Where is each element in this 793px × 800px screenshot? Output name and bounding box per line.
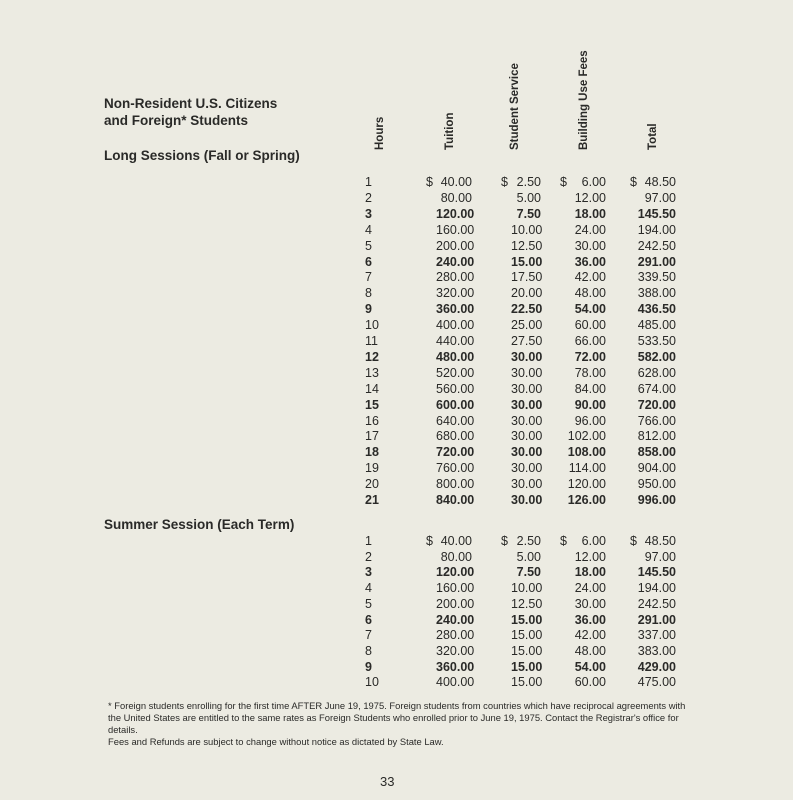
building-use-cell: 36.00 — [574, 612, 606, 627]
table-row — [340, 612, 685, 628]
table-row — [340, 580, 685, 596]
building-use-cell: 30.00 — [574, 596, 606, 611]
table-row — [340, 674, 685, 690]
table-row — [340, 659, 685, 675]
building-use-cell: 90.00 — [574, 397, 606, 412]
tuition-cell: 40.00 — [440, 534, 472, 548]
section-title-long-sessions: Long Sessions (Fall or Spring) — [104, 148, 300, 163]
total-cell: 194.00 — [637, 222, 676, 237]
student-service-cell: 30.00 — [511, 429, 543, 444]
total-cell: 950.00 — [637, 477, 676, 492]
building-use-cell: 42.00 — [574, 270, 606, 285]
student-service-cell: 30.00 — [511, 461, 543, 476]
building-use-cell: 36.00 — [574, 254, 606, 269]
hours-cell: 4 — [365, 222, 372, 237]
tuition-cell: 280.00 — [436, 628, 475, 643]
student-service-cell: 5.00 — [516, 549, 541, 564]
hours-cell: 21 — [365, 493, 379, 507]
column-header-student-service: Student Service — [509, 63, 521, 150]
building-use-cell: 54.00 — [574, 302, 606, 317]
student-service-cell: 15.00 — [511, 254, 543, 269]
student-service-cell: 22.50 — [511, 302, 543, 317]
hours-cell: 2 — [365, 190, 372, 205]
currency-symbol: $ — [560, 175, 567, 189]
student-service-cell: 30.00 — [511, 381, 543, 396]
hours-cell: 8 — [365, 286, 372, 301]
student-service-cell: 5.00 — [516, 190, 541, 205]
table-row — [340, 460, 685, 476]
hours-cell: 20 — [365, 477, 379, 492]
student-service-cell: 12.50 — [511, 596, 543, 611]
hours-cell: 5 — [365, 596, 372, 611]
column-header-total: Total — [647, 123, 659, 150]
hours-cell: 6 — [365, 612, 372, 627]
tuition-cell: 200.00 — [436, 596, 475, 611]
tuition-cell: 800.00 — [436, 477, 475, 492]
heading-line-1: Non-Resident U.S. Citizens — [104, 96, 278, 111]
page-heading — [104, 95, 277, 129]
total-cell: 766.00 — [637, 413, 676, 428]
student-service-cell: 17.50 — [511, 270, 543, 285]
total-cell: 383.00 — [637, 643, 676, 658]
tuition-cell: 480.00 — [436, 349, 475, 364]
hours-cell: 1 — [365, 175, 372, 189]
total-cell: 242.50 — [637, 238, 676, 253]
student-service-cell: 30.00 — [511, 349, 543, 364]
building-use-cell: 78.00 — [574, 365, 606, 380]
table-row — [340, 190, 685, 206]
building-use-cell: 24.00 — [574, 222, 606, 237]
student-service-cell: 27.50 — [511, 334, 543, 348]
tuition-cell: 160.00 — [436, 581, 475, 596]
table-row — [340, 564, 685, 580]
building-use-cell: 18.00 — [574, 206, 606, 221]
total-cell: 533.50 — [637, 334, 676, 348]
student-service-cell: 30.00 — [511, 445, 543, 460]
currency-symbol: $ — [426, 175, 433, 189]
student-service-cell: 30.00 — [511, 397, 543, 412]
total-cell: 436.50 — [637, 302, 676, 317]
tuition-cell: 80.00 — [440, 190, 472, 205]
column-header-tuition: Tuition — [444, 112, 456, 150]
tuition-cell: 440.00 — [436, 334, 475, 348]
hours-cell: 14 — [365, 381, 379, 396]
table-row — [340, 254, 685, 270]
table-row — [340, 596, 685, 612]
currency-symbol: $ — [501, 534, 508, 548]
total-cell: 291.00 — [637, 254, 676, 269]
table-row — [340, 238, 685, 254]
table-row — [340, 627, 685, 643]
tuition-cell: 200.00 — [436, 238, 475, 253]
hours-cell: 17 — [365, 429, 379, 444]
table-row — [340, 549, 685, 565]
currency-symbol: $ — [560, 534, 567, 548]
total-cell: 996.00 — [637, 493, 676, 507]
building-use-cell: 60.00 — [574, 675, 606, 690]
page-number: 33 — [380, 774, 395, 789]
total-cell: 582.00 — [637, 349, 676, 364]
hours-cell: 1 — [365, 534, 372, 548]
table-row — [340, 428, 685, 444]
currency-symbol: $ — [501, 175, 508, 189]
student-service-cell: 10.00 — [511, 581, 543, 596]
table-row — [340, 413, 685, 429]
building-use-cell: 102.00 — [567, 429, 606, 444]
table-row — [340, 349, 685, 365]
total-cell: 858.00 — [637, 445, 676, 460]
currency-symbol: $ — [630, 175, 637, 189]
hours-cell: 13 — [365, 365, 379, 380]
tuition-cell: 760.00 — [436, 461, 475, 476]
tuition-cell: 120.00 — [436, 565, 475, 580]
total-cell: 242.50 — [637, 596, 676, 611]
hours-cell: 3 — [365, 206, 372, 221]
tuition-cell: 360.00 — [436, 659, 475, 674]
total-cell: 485.00 — [637, 318, 676, 333]
table-row — [340, 206, 685, 222]
tuition-cell: 520.00 — [436, 365, 475, 380]
building-use-cell: 54.00 — [574, 659, 606, 674]
total-cell: 97.00 — [644, 549, 676, 564]
hours-cell: 8 — [365, 643, 372, 658]
tuition-cell: 280.00 — [436, 270, 475, 285]
hours-cell: 5 — [365, 238, 372, 253]
tuition-cell: 80.00 — [440, 549, 472, 564]
student-service-cell: 2.50 — [516, 534, 541, 548]
student-service-cell: 15.00 — [511, 628, 543, 643]
student-service-cell: 25.00 — [511, 318, 543, 333]
total-cell: 628.00 — [637, 365, 676, 380]
total-cell: 145.50 — [637, 206, 676, 221]
total-cell: 339.50 — [637, 270, 676, 285]
table-row — [340, 492, 685, 508]
student-service-cell: 10.00 — [511, 222, 543, 237]
building-use-cell: 84.00 — [574, 381, 606, 396]
building-use-cell: 42.00 — [574, 628, 606, 643]
hours-cell: 11 — [365, 334, 378, 348]
footnote-text: * Foreign students enrolling for the first time AFTER June 19, 1975. Foreign students from countries which have reciprocal agreements with the United States are entitled to the same rates as Foreign Students who enrolled prior to June 19, 1975. Contact the Registrar's office for details. — [108, 700, 686, 735]
student-service-cell: 7.50 — [516, 206, 541, 221]
student-service-cell: 30.00 — [511, 477, 543, 492]
hours-cell: 7 — [365, 628, 372, 643]
tuition-cell: 360.00 — [436, 302, 475, 317]
table-row — [340, 476, 685, 492]
table-row — [340, 222, 685, 238]
student-service-cell: 15.00 — [511, 675, 543, 690]
building-use-cell: 12.00 — [574, 190, 606, 205]
tuition-cell: 840.00 — [436, 493, 475, 507]
total-cell: 475.00 — [637, 675, 676, 690]
total-cell: 337.00 — [637, 628, 676, 643]
total-cell: 48.50 — [644, 534, 676, 548]
total-cell: 904.00 — [637, 461, 676, 476]
student-service-cell: 20.00 — [511, 286, 543, 301]
heading-line-2: and Foreign* Students — [104, 113, 249, 128]
table-row — [340, 533, 685, 549]
table-row — [340, 365, 685, 381]
table-row — [340, 285, 685, 301]
total-cell: 720.00 — [637, 397, 676, 412]
total-cell: 388.00 — [637, 286, 676, 301]
building-use-cell: 48.00 — [574, 286, 606, 301]
table-row — [340, 643, 685, 659]
student-service-cell: 30.00 — [511, 413, 543, 428]
tuition-cell: 40.00 — [440, 175, 472, 189]
student-service-cell: 12.50 — [511, 238, 543, 253]
building-use-cell: 24.00 — [574, 581, 606, 596]
fees-note: Fees and Refunds are subject to change without notice as dictated by State Law. — [108, 736, 444, 747]
total-cell: 97.00 — [644, 190, 676, 205]
currency-symbol: $ — [630, 534, 637, 548]
hours-cell: 2 — [365, 549, 372, 564]
column-header-hours: Hours — [374, 116, 386, 150]
tuition-cell: 400.00 — [436, 318, 475, 333]
tuition-cell: 400.00 — [436, 675, 475, 690]
currency-symbol: $ — [426, 534, 433, 548]
total-cell: 429.00 — [637, 659, 676, 674]
section-title-summer-session: Summer Session (Each Term) — [104, 517, 295, 532]
building-use-cell: 96.00 — [574, 413, 606, 428]
student-service-cell: 30.00 — [511, 365, 543, 380]
building-use-cell: 30.00 — [574, 238, 606, 253]
building-use-cell: 48.00 — [574, 643, 606, 658]
building-use-cell: 12.00 — [574, 549, 606, 564]
hours-cell: 7 — [365, 270, 372, 285]
hours-cell: 10 — [365, 318, 379, 333]
tuition-cell: 240.00 — [436, 254, 475, 269]
total-cell: 145.50 — [637, 565, 676, 580]
building-use-cell: 6.00 — [581, 534, 606, 548]
student-service-cell: 15.00 — [511, 643, 543, 658]
building-use-cell: 6.00 — [581, 175, 606, 189]
tuition-cell: 120.00 — [436, 206, 475, 221]
total-cell: 194.00 — [637, 581, 676, 596]
tuition-cell: 680.00 — [436, 429, 475, 444]
tuition-cell: 600.00 — [436, 397, 475, 412]
hours-cell: 15 — [365, 397, 379, 412]
table-row — [340, 174, 685, 190]
student-service-cell: 2.50 — [516, 175, 541, 189]
building-use-cell: 120.00 — [567, 477, 606, 492]
hours-cell: 4 — [365, 581, 372, 596]
total-cell: 48.50 — [644, 175, 676, 189]
table-row — [340, 317, 685, 333]
table-row — [340, 301, 685, 317]
building-use-cell: 114.00 — [568, 461, 606, 476]
tuition-cell: 160.00 — [436, 222, 475, 237]
tuition-cell: 320.00 — [436, 286, 475, 301]
column-header-building-use-fees: Building Use Fees — [578, 50, 590, 150]
hours-cell: 16 — [365, 413, 379, 428]
hours-cell: 18 — [365, 445, 379, 460]
table-row — [340, 397, 685, 413]
hours-cell: 6 — [365, 254, 372, 269]
building-use-cell: 66.00 — [574, 334, 606, 348]
building-use-cell: 126.00 — [567, 493, 606, 507]
tuition-cell: 560.00 — [436, 381, 475, 396]
tuition-cell: 240.00 — [436, 612, 475, 627]
tuition-cell: 720.00 — [436, 445, 475, 460]
student-service-cell: 15.00 — [511, 659, 543, 674]
student-service-cell: 15.00 — [511, 612, 543, 627]
hours-cell: 12 — [365, 349, 379, 364]
hours-cell: 9 — [365, 659, 372, 674]
hours-cell: 10 — [365, 675, 379, 690]
total-cell: 674.00 — [637, 381, 676, 396]
footnote — [108, 700, 688, 748]
tuition-cell: 320.00 — [436, 643, 475, 658]
hours-cell: 3 — [365, 565, 372, 580]
building-use-cell: 108.00 — [567, 445, 606, 460]
student-service-cell: 30.00 — [511, 493, 543, 507]
table-row — [340, 269, 685, 285]
table-row — [340, 381, 685, 397]
hours-cell: 9 — [365, 302, 372, 317]
student-service-cell: 7.50 — [516, 565, 541, 580]
tuition-cell: 640.00 — [436, 413, 475, 428]
total-cell: 812.00 — [637, 429, 676, 444]
building-use-cell: 18.00 — [574, 565, 606, 580]
total-cell: 291.00 — [637, 612, 676, 627]
hours-cell: 19 — [365, 461, 379, 476]
building-use-cell: 72.00 — [574, 349, 606, 364]
building-use-cell: 60.00 — [574, 318, 606, 333]
table-row — [340, 333, 685, 349]
table-row — [340, 444, 685, 460]
